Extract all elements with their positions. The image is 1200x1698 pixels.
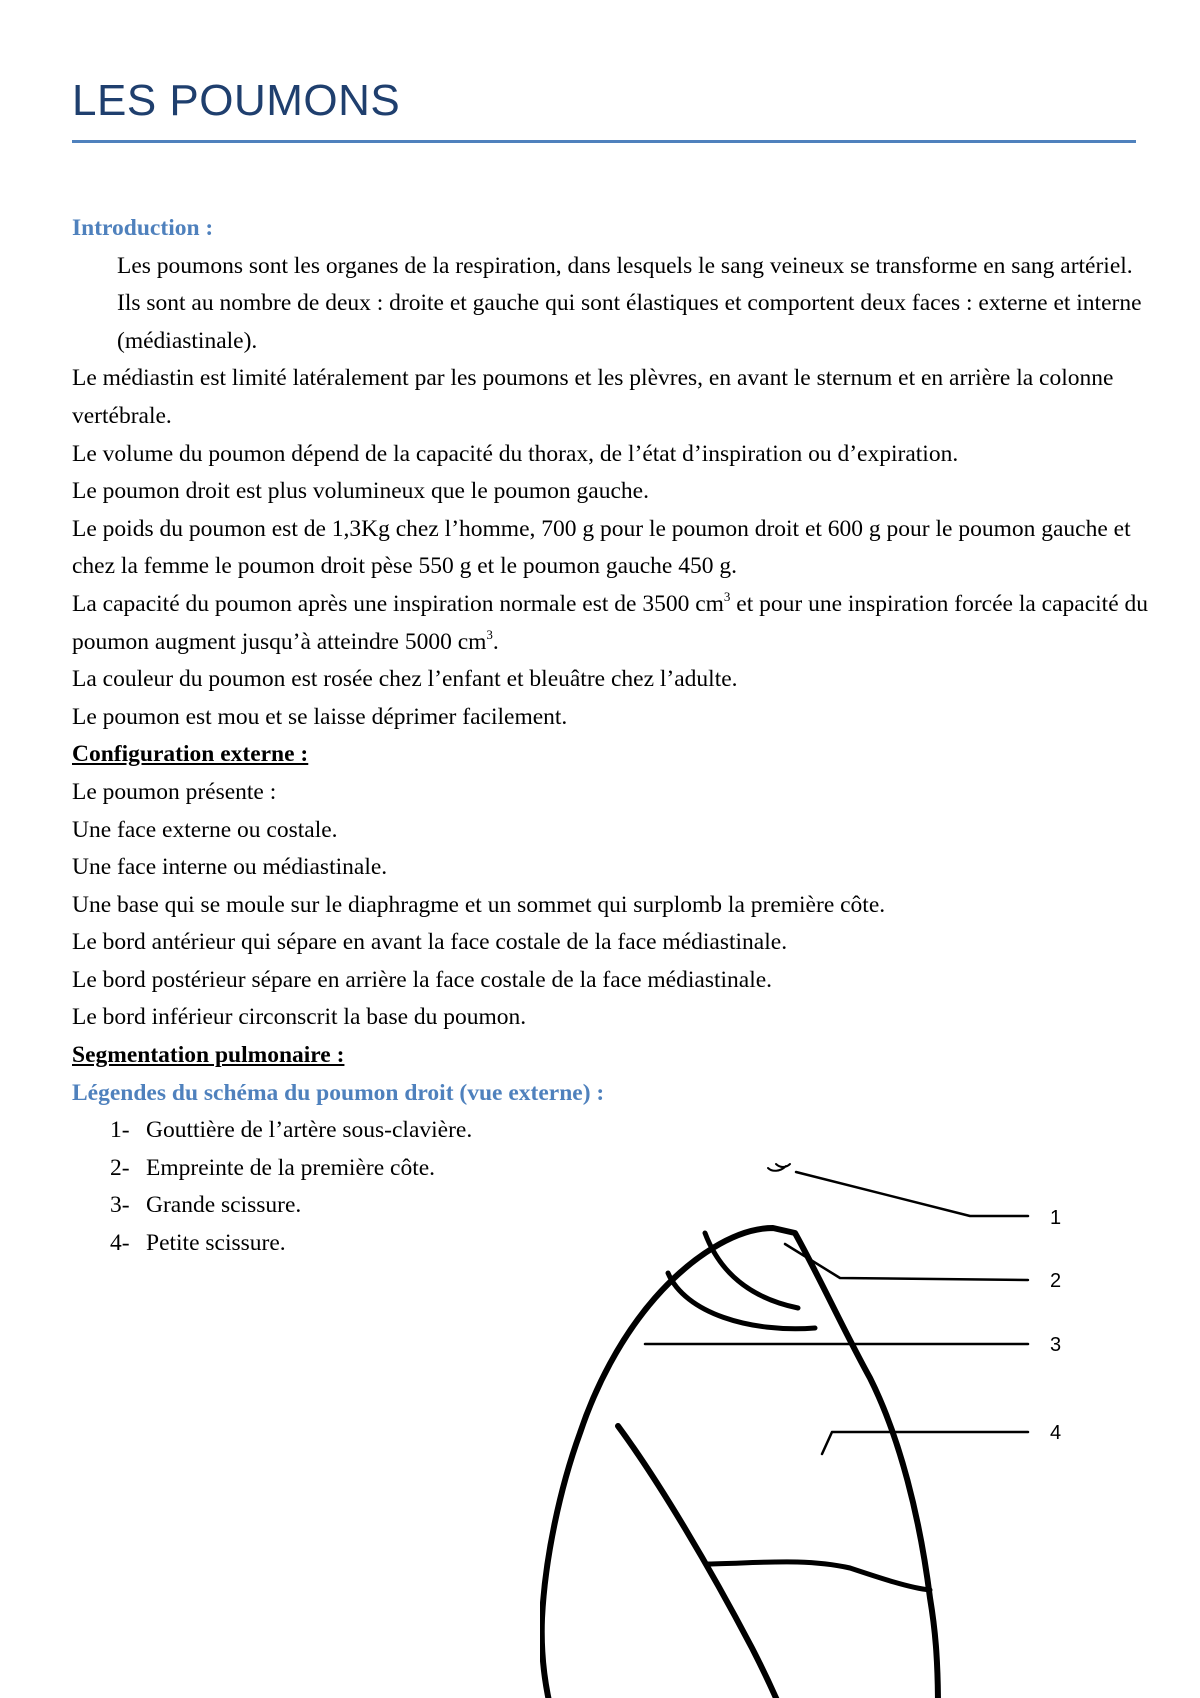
introduction-heading: Introduction : — [72, 215, 214, 241]
intro-paragraph-1: Les poumons sont les organes de la respiration, dans lesquels le sang veineux se transforme en sang artériel. — [117, 252, 1133, 279]
config-line: Le poumon présente : — [72, 778, 277, 805]
diagram-label-2: 2 — [1050, 1270, 1062, 1292]
diagram-label-4: 4 — [1050, 1422, 1062, 1444]
config-line: Une base qui se moule sur le diaphragme et un sommet qui surplomb la première côte. — [72, 891, 886, 918]
intro-paragraph-9: Le poumon est mou et se laisse déprimer facilement. — [72, 703, 568, 730]
legend-number: 2- — [110, 1154, 130, 1181]
intro-paragraph-5: Le poumon droit est plus volumineux que le poumon gauche. — [72, 478, 649, 505]
intro-paragraph-4: Le volume du poumon dépend de la capacité du thorax, de l’état d’inspiration ou d’expiration. — [72, 440, 959, 467]
right-lung-diagram — [540, 1150, 1160, 1698]
config-line: Le bord postérieur sépare en arrière la face costale de la face médiastinale. — [72, 966, 773, 993]
config-externe-heading: Configuration externe : — [72, 741, 309, 768]
subclavian-groove — [768, 1164, 790, 1171]
small-fissure — [708, 1562, 930, 1590]
legend-number: 3- — [110, 1192, 130, 1219]
page-title: LES POUMONS — [72, 76, 401, 125]
intro-paragraph-8: La couleur du poumon est rosée chez l’enfant et bleuâtre chez l’adulte. — [72, 666, 738, 693]
config-line: Une face externe ou costale. — [72, 816, 338, 843]
legend-text: Petite scissure. — [146, 1230, 286, 1257]
leader-line-4 — [822, 1432, 1028, 1454]
legend-text: Gouttière de l’artère sous-clavière. — [146, 1117, 473, 1144]
segmentation-heading: Segmentation pulmonaire : — [72, 1042, 345, 1069]
intro-paragraph-7 — [72, 586, 1152, 661]
config-line: Une face interne ou médiastinale. — [72, 854, 388, 881]
title-underline — [72, 140, 1136, 143]
legend-text: Empreinte de la première côte. — [146, 1154, 436, 1181]
capacity-text-a: La capacité du poumon après une inspiration normale est de 3500 cm — [72, 590, 724, 617]
config-line: Le bord antérieur qui sépare en avant la face costale de la face médiastinale. — [72, 929, 788, 956]
intro-paragraph-6: Le poids du poumon est de 1,3Kg chez l’homme, 700 g pour le poumon droit et 600 g pour le poumon gauche et chez la femme le poumon droit pèse 550 g et le poumon gauche 450 g. — [72, 515, 1131, 580]
legend-number: 4- — [110, 1230, 130, 1257]
legend-text: Grande scissure. — [146, 1192, 302, 1219]
capacity-text-c: . — [492, 628, 499, 655]
intro-paragraph-2: Ils sont au nombre de deux : droite et gauche qui sont élastiques et comportent deux faces : externe et interne (médiastinale). — [117, 290, 1142, 354]
superscript-3: 3 — [723, 588, 731, 604]
diagram-label-3: 3 — [1050, 1334, 1062, 1356]
leader-line-1 — [796, 1172, 1028, 1216]
intro-paragraph-3: Le médiastin est limité latéralement par les poumons et les plèvres, en avant le sternum et en arrière la colonne vertébrale. — [72, 365, 1114, 429]
superscript-3: 3 — [486, 626, 493, 642]
legend-number: 1- — [110, 1117, 130, 1144]
config-line: Le bord inférieur circonscrit la base du poumon. — [72, 1004, 527, 1031]
leader-line-2 — [785, 1244, 1028, 1280]
legend-item — [72, 1112, 1152, 1150]
body-text — [72, 210, 1152, 1263]
legend-heading: Légendes du schéma du poumon droit (vue externe) : — [72, 1079, 605, 1106]
diagram-label-1: 1 — [1050, 1207, 1062, 1229]
capacity-text-b: et pour une inspiration forcée la capacité du poumon augment jusqu’à atteindre 5000 cm — [72, 590, 1149, 655]
